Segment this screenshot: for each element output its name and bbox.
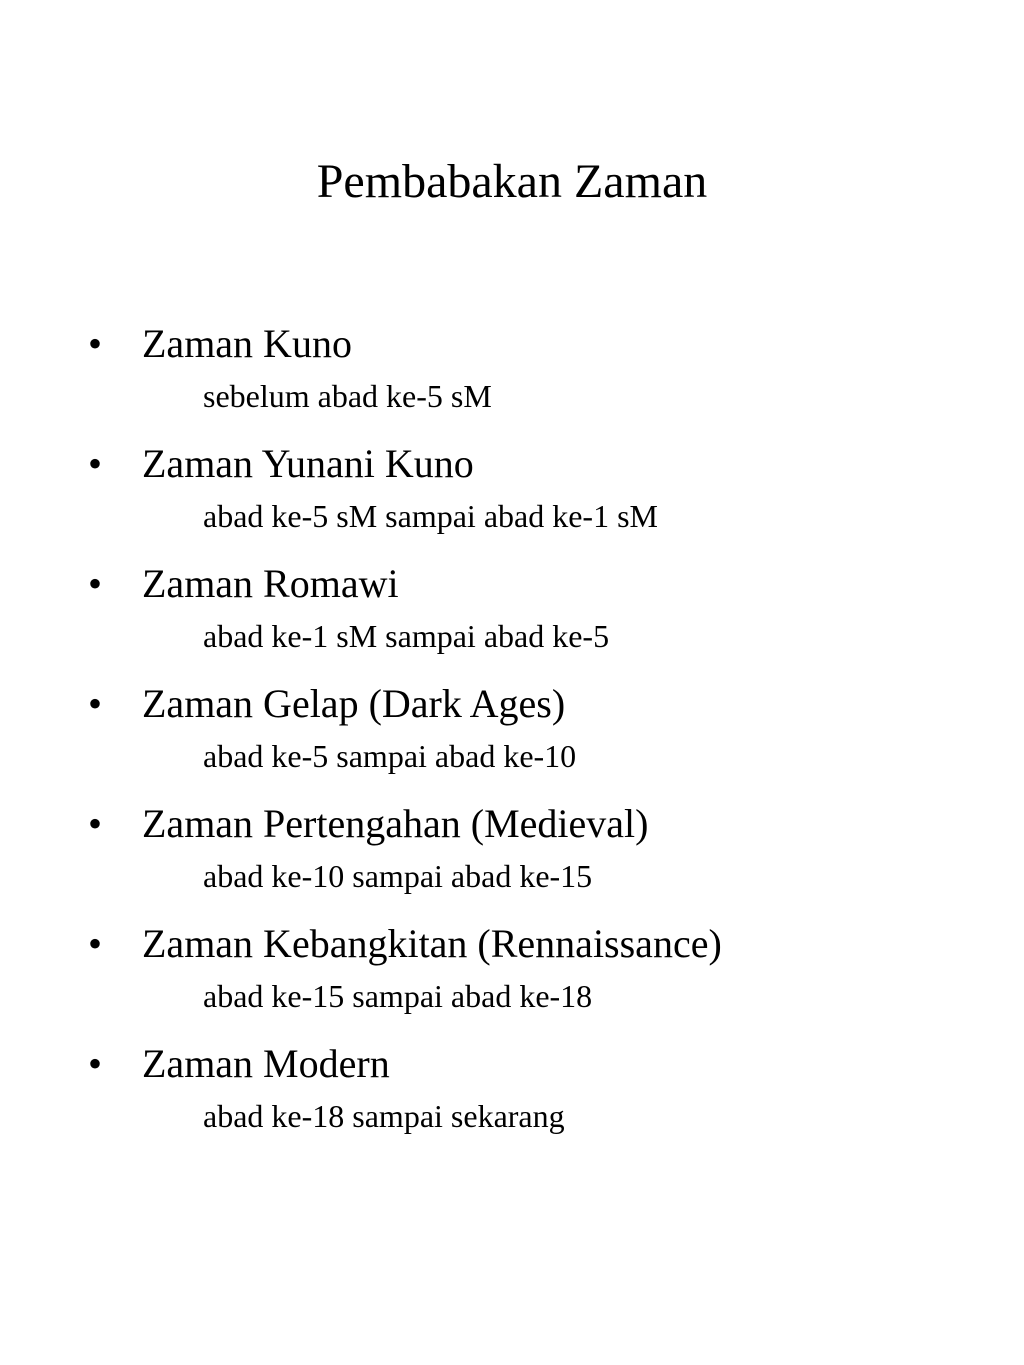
bullet-icon: • (88, 321, 103, 366)
list-item (0, 438, 1024, 558)
bullet-icon: • (88, 1041, 103, 1086)
era-name: Zaman Kuno (142, 321, 352, 366)
era-period: abad ke-18 sampai sekarang (203, 1098, 565, 1134)
list-item (0, 918, 1024, 1038)
era-name: Zaman Kebangkitan (Rennaissance) (142, 921, 722, 966)
era-name: Zaman Yunani Kuno (142, 441, 474, 486)
list-item (0, 798, 1024, 918)
bullet-icon: • (88, 441, 103, 486)
list-item (0, 1038, 1024, 1158)
era-period: abad ke-15 sampai abad ke-18 (203, 978, 593, 1014)
era-name: Zaman Gelap (Dark Ages) (142, 681, 566, 726)
era-period: abad ke-5 sM sampai abad ke-1 sM (203, 498, 658, 534)
list-item (0, 558, 1024, 678)
bullet-icon: • (88, 921, 103, 966)
era-period: abad ke-5 sampai abad ke-10 (203, 738, 577, 774)
list-item (0, 678, 1024, 798)
slide-title: Pembabakan Zaman (316, 155, 708, 208)
bullet-icon: • (88, 801, 103, 846)
bullet-icon: • (88, 681, 103, 726)
era-period: abad ke-10 sampai abad ke-15 (203, 858, 593, 894)
bullet-icon: • (88, 561, 103, 606)
era-period: abad ke-1 sM sampai abad ke-5 (203, 618, 610, 654)
era-period: sebelum abad ke-5 sM (203, 378, 492, 414)
era-name: Zaman Romawi (142, 561, 399, 606)
list-item (0, 318, 1024, 438)
era-name: Zaman Modern (142, 1041, 390, 1086)
era-name: Zaman Pertengahan (Medieval) (142, 801, 649, 846)
